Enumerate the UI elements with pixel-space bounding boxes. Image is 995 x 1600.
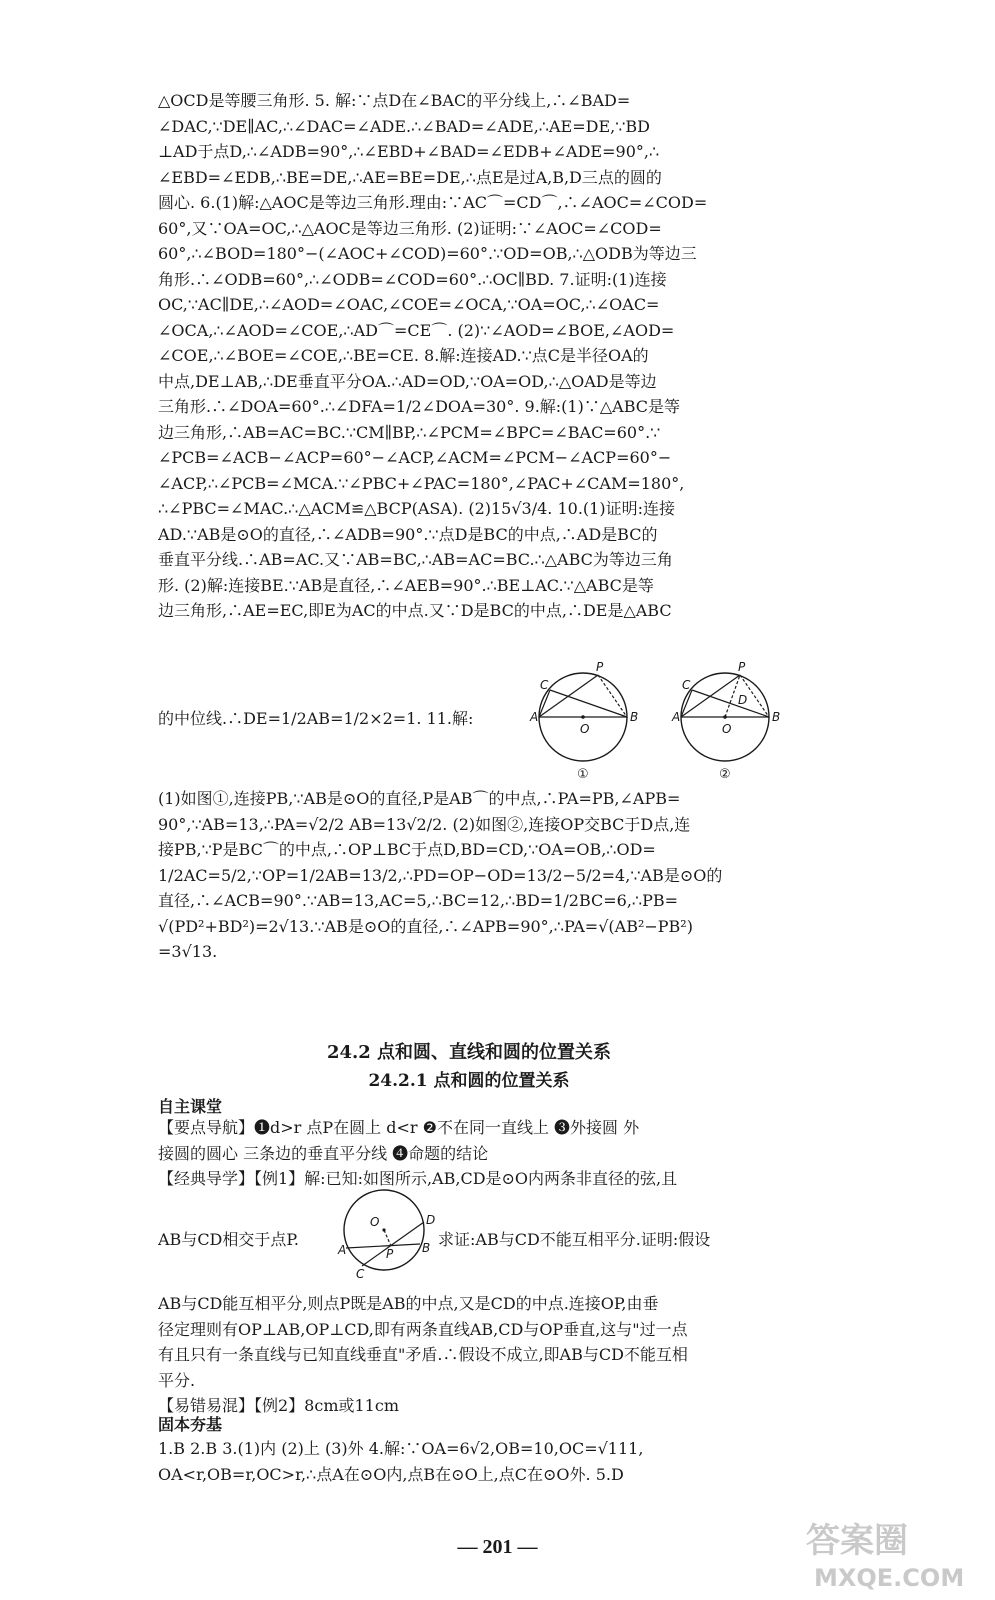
label-C: C bbox=[356, 1267, 365, 1281]
label-O: O bbox=[580, 722, 590, 736]
label-B: B bbox=[630, 710, 639, 724]
exercise-answers bbox=[158, 1436, 780, 1487]
page-number: — 201 — bbox=[457, 1536, 538, 1558]
text-line: 求证:AB与CD不能互相平分.证明:假设 bbox=[438, 1230, 711, 1249]
figure-number: ② bbox=[719, 767, 731, 782]
text-line: 边三角形,∴AB=AC=BC.∵CM∥BP,∴∠PCM=∠BPC=∠BAC=60°.∵ bbox=[158, 422, 661, 442]
text-line: 60°,∴∠BOD=180°−(∠AOC+∠COD)=60°.∵OD=OB,∴△ODB为等边三 bbox=[158, 244, 697, 263]
text-line: 边三角形,∴AE=EC,即E为AC的中点.又∵D是BC的中点,∴DE是△ABC bbox=[158, 601, 672, 620]
svg-text:答案圈: 答案圈 bbox=[806, 1521, 908, 1561]
text-line: 平分. bbox=[158, 1370, 196, 1390]
figure-2-circle bbox=[670, 660, 790, 785]
watermark-logo bbox=[800, 1510, 980, 1595]
text-line: 径定理则有OP⊥AB,OP⊥CD,即有两条直线AB,CD与OP垂直,这与"过一点 bbox=[158, 1319, 688, 1339]
text-line: △OCD是等腰三角形. 5. 解:∵点D在∠BAC的平分线上,∴∠BAD= bbox=[158, 91, 631, 110]
text-line: ∠PCB=∠ACB−∠ACP=60°−∠ACP,∠ACM=∠PCM−∠ACP=60°− bbox=[158, 448, 672, 467]
text-line: AB与CD相交于点P. bbox=[158, 1230, 299, 1249]
text-line: 接圆的圆心 三条边的垂直平分线 ❹命题的结论 bbox=[158, 1143, 489, 1163]
text-line: ∠DAC,∵DE∥AC,∴∠DAC=∠ADE.∴∠BAD=∠ADE,∴AE=DE,∵BD bbox=[158, 116, 650, 136]
text-line: 中点,DE⊥AB,∴DE垂直平分OA.∴AD=OD,∵OA=OD,∴△OAD是等边 bbox=[158, 371, 657, 391]
text-line: (1)如图①,连接PB,∵AB是⊙O的直径,P是AB⌒的中点,∴PA=PB,∠APB= bbox=[158, 789, 681, 808]
text-line: √(PD²+BD²)=2√13.∵AB是⊙O的直径,∴∠APB=90°,∴PA=√(AB²−PB²) bbox=[158, 916, 693, 936]
svg-text:MXQE.COM: MXQE.COM bbox=[814, 1564, 965, 1592]
text-line: 接PB,∵P是BC⌒的中点,∴OP⊥BC于点D,BD=CD,∵OA=OB,∴OD= bbox=[158, 840, 656, 859]
example-figure bbox=[336, 1186, 436, 1281]
text-line: 圆心. 6.(1)解:△AOC是等边三角形.理由:∵AC⌒=CD⌒,∴∠AOC=∠COD= bbox=[158, 193, 708, 212]
solutions-block-2 bbox=[158, 786, 780, 965]
text-line: 【易错易混】【例2】8cm或11cm bbox=[158, 1396, 399, 1415]
text-line: 1.B 2.B 3.(1)内 (2)上 (3)外 4.解:∵OA=6√2,OB=10,OC=√111, bbox=[158, 1439, 644, 1458]
label-B: B bbox=[772, 710, 781, 724]
figure-number: ① bbox=[577, 767, 589, 782]
guide-block bbox=[158, 1116, 780, 1193]
text-line: 的中位线.∴DE=1/2AB=1/2×2=1. 11.解: bbox=[158, 709, 474, 728]
text-line: ∠OCA,∴∠AOD=∠COE,∴AD⌒=CE⌒. (2)∵∠AOD=∠BOE,∠AOD= bbox=[158, 320, 675, 340]
label-P: P bbox=[738, 660, 746, 674]
label-D: D bbox=[426, 1213, 436, 1227]
example-right bbox=[438, 1227, 783, 1253]
text-line: 60°,又∵OA=OC,∴△AOC是等边三角形. (2)证明:∵∠AOC=∠COD= bbox=[158, 218, 662, 238]
text-line: 形. (2)解:连接BE.∵AB是直径,∴∠AEB=90°.∴BE⊥AC.∵△ABC是等 bbox=[158, 575, 654, 595]
label-P: P bbox=[386, 1247, 394, 1261]
text-line: AD.∵AB是⊙O的直径,∴∠ADB=90°.∵点D是BC的中点,∴AD是BC的 bbox=[158, 524, 658, 544]
text-line: OC,∵AC∥DE,∴∠AOD=∠OAC,∠COE=∠OCA,∵OA=OC,∴∠OAC= bbox=[158, 295, 660, 314]
label-O: O bbox=[722, 722, 732, 736]
label-P: P bbox=[596, 660, 604, 674]
section-title-2: 固本夯基 bbox=[158, 1415, 223, 1434]
label-A: A bbox=[530, 710, 539, 724]
text-line: AB与CD能互相平分,则点P既是AB的中点,又是CD的中点.连接OP,由垂 bbox=[158, 1294, 659, 1313]
text-line: 【经典导学】【例1】解:已知:如图所示,AB,CD是⊙O内两条非直径的弦,且 bbox=[158, 1169, 678, 1188]
text-line: ∴∠PBC=∠MAC.∴△ACM≌△BCP(ASA). (2)15√3/4. 10.(1)证明:连接 bbox=[158, 499, 675, 518]
section-heading: 24.2 点和圆、直线和圆的位置关系 bbox=[326, 1042, 612, 1063]
proof-block bbox=[158, 1292, 780, 1420]
text-line: ∠COE,∴∠BOE=∠COE,∴BE=CE. 8.解:连接AD.∵点C是半径OA的 bbox=[158, 346, 649, 365]
label-B: B bbox=[422, 1241, 431, 1255]
label-O: O bbox=[370, 1215, 380, 1229]
label-A: A bbox=[672, 710, 681, 724]
section-title: 自主课堂 bbox=[158, 1097, 223, 1116]
text-line: ∠EBD=∠EDB,∴BE=DE,∴AE=BE=DE,∴点E是过A,B,D三点的圆的 bbox=[158, 167, 662, 187]
example-left bbox=[158, 1227, 348, 1253]
text-line: 三角形.∴∠DOA=60°.∴∠DFA=1/2∠DOA=30°. 9.解:(1)∵△ABC是等 bbox=[158, 397, 681, 416]
solutions-block-1 bbox=[158, 88, 780, 624]
label-D: D bbox=[738, 693, 748, 707]
text-line: 90°,∵AB=13,∴PA=√2/2 AB=13√2/2. (2)如图②,连接OP交BC于D点,连 bbox=[158, 814, 691, 834]
text-line: ⊥AD于点D,∴∠ADB=90°,∴∠EBD+∠BAD=∠EDB+∠ADE=90°,∴ bbox=[158, 142, 660, 161]
text-line: =3√13. bbox=[158, 942, 218, 961]
text-line: OA<r,OB=r,OC>r,∴点A在⊙O内,点B在⊙O上,点C在⊙O外. 5.D bbox=[158, 1464, 624, 1484]
text-line: 直径,∴∠ACB=90°.∵AB=13,AC=5,∴BC=12,∴BD=1/2BC=6,∴PB= bbox=[158, 891, 679, 910]
text-line: 有且只有一条直线与已知直线垂直"矛盾.∴假设不成立,即AB与CD不能互相 bbox=[158, 1345, 688, 1364]
label-C: C bbox=[540, 678, 549, 692]
text-line: 垂直平分线.∴AB=AC.又∵AB=BC,∴AB=AC=BC.∴△ABC为等边三角 bbox=[158, 550, 673, 569]
figure-1-circle bbox=[528, 660, 648, 785]
subsection-heading: 24.2.1 点和圆的位置关系 bbox=[368, 1071, 570, 1091]
label-C: C bbox=[682, 678, 691, 692]
label-A: A bbox=[338, 1243, 347, 1257]
text-line: 角形.∴∠ODB=60°,∴∠ODB=∠COD=60°.∴OC∥BD. 7.证明:(1)连接 bbox=[158, 269, 667, 289]
text-line: ∠ACP,∴∠PCB=∠MCA.∵∠PBC+∠PAC=180°,∠PAC+∠CAM=180°, bbox=[158, 473, 685, 493]
text-line: 1/2AC=5/2,∵OP=1/2AB=13/2,∴PD=OP−OD=13/2−5/2=4,∵AB是⊙O的 bbox=[158, 865, 723, 885]
text-line: 【要点导航】❶d>r 点P在圆上 d<r ❷不在同一直线上 ❸外接圆 外 bbox=[158, 1118, 640, 1137]
